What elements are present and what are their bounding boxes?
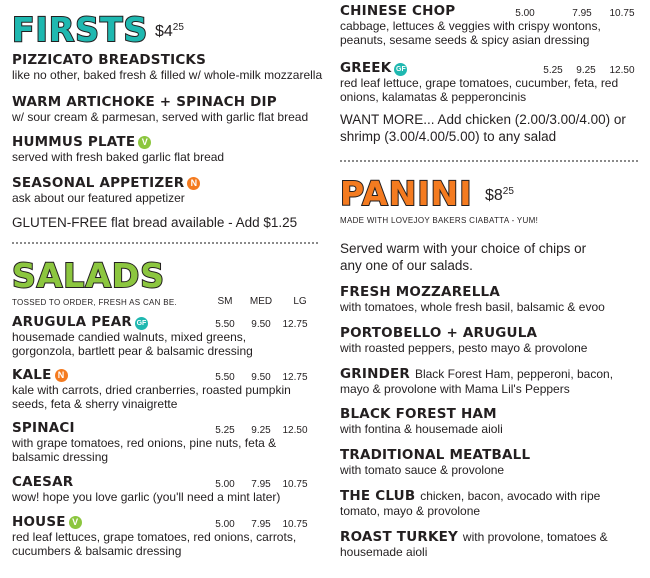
item-desc: housemade candied walnuts, mixed greens, xyxy=(12,330,247,344)
menu-item-pizzicato-breadsticks xyxy=(12,52,322,82)
price-lg: 12.75 xyxy=(282,319,308,330)
price-sm: 5.25 xyxy=(215,425,235,436)
panini-subtitle: MADE WITH LOVEJOY BAKERS CIABATTA - YUM! xyxy=(340,216,539,225)
salads-subtitle: TOSSED TO ORDER, FRESH AS CAN BE. xyxy=(12,298,178,307)
item-desc: with tomato sauce & provolone xyxy=(340,463,505,477)
price-med: 9.25 xyxy=(251,425,271,436)
price-med: 9.25 xyxy=(576,65,596,76)
price-sm: 5.00 xyxy=(515,8,535,19)
item-name: HOUSE xyxy=(12,514,66,530)
price-lg: 10.75 xyxy=(282,519,308,530)
item-desc: wow! hope you love garlic (you'll need a mint later) xyxy=(12,490,281,504)
item-desc: cucumbers & balsamic dressing xyxy=(12,544,182,558)
menu-item-fresh-mozzarella xyxy=(340,284,605,314)
menu-item-seasonal-appetizer xyxy=(12,175,200,205)
item-desc: Black Forest Ham, pepperoni, bacon, xyxy=(414,367,614,381)
salads-title: SALADS xyxy=(12,256,166,295)
divider xyxy=(340,160,638,162)
panini-intro xyxy=(340,240,586,274)
item-name: HUMMUS PLATE xyxy=(12,134,136,150)
firsts-price: $\$4^{25}$ xyxy=(155,22,184,40)
gluten-free-badge: GF xyxy=(135,317,148,330)
size-header-med: MED xyxy=(249,296,273,307)
item-desc: seeds, feta & sherry vinaigrette xyxy=(12,397,178,411)
item-name: THE CLUB xyxy=(340,488,416,504)
vegan-badge: V xyxy=(69,516,82,529)
price-med: 7.95 xyxy=(251,479,271,490)
price-med: 7.95 xyxy=(251,519,271,530)
item-desc: with tomatoes, whole fresh basil, balsamic & evoo xyxy=(340,300,605,314)
price-med: 7.95 xyxy=(572,8,592,19)
item-name: SPINACI xyxy=(12,420,75,436)
want-more-line: WANT MORE... Add chicken (2.00/3.00/4.00) or xyxy=(340,112,626,127)
item-name: PORTOBELLO + ARUGULA xyxy=(340,325,538,341)
item-desc: with provolone, tomatoes & xyxy=(462,530,608,544)
item-desc: with fontina & housemade aioli xyxy=(340,422,503,436)
size-header-lg: LG xyxy=(293,296,307,307)
item-desc: chicken, bacon, avocado with ripe xyxy=(420,489,601,503)
menu-item-roast-turkey xyxy=(340,529,608,559)
item-desc: with grape tomatoes, red onions, pine nuts, feta & xyxy=(12,436,277,450)
price-sm: 5.50 xyxy=(215,319,235,330)
gluten-free-badge: GF xyxy=(394,63,407,76)
item-desc: cabbage, lettuces & veggies with crispy wontons, xyxy=(340,19,601,33)
item-name: FRESH MOZZARELLA xyxy=(340,284,500,300)
menu-item-hummus-plate xyxy=(12,134,224,164)
price-med: 9.50 xyxy=(251,372,271,383)
item-name: TRADITIONAL MEATBALL xyxy=(340,447,531,463)
intro-line: any one of our salads. xyxy=(340,258,473,273)
price-sm: 5.25 xyxy=(543,65,563,76)
item-desc: ask about our featured appetizer xyxy=(12,191,185,205)
item-desc: w/ sour cream & parmesan, served with garlic flat bread xyxy=(12,110,309,124)
item-name: ROAST TURKEY xyxy=(340,529,459,545)
item-name: CAESAR xyxy=(12,474,74,490)
intro-line: Served warm with your choice of chips or xyxy=(340,241,587,256)
item-desc: with roasted peppers, pesto mayo & provolone xyxy=(340,341,588,355)
price-med: 9.50 xyxy=(251,319,271,330)
item-desc: kale with carrots, dried cranberries, roasted pumpkin xyxy=(12,383,291,397)
item-name: GRINDER xyxy=(340,366,411,382)
price-sm: 5.50 xyxy=(215,372,235,383)
item-name: BLACK FOREST HAM xyxy=(340,406,497,422)
menu-item-the-club xyxy=(340,488,600,518)
item-name: GREEK xyxy=(340,60,392,76)
gluten-free-note: GLUTEN-FREE flat bread available - Add $1.25 xyxy=(12,215,298,230)
nut-badge: N xyxy=(55,369,68,382)
item-name: CHINESE CHOP xyxy=(340,3,456,19)
menu-item-portobello-arugula xyxy=(340,325,587,355)
item-name: WARM ARTICHOKE + SPINACH DIP xyxy=(12,94,277,110)
item-desc: like no other, baked fresh & filled w/ whole-milk mozzarella xyxy=(12,68,323,82)
item-desc: peanuts, sesame seeds & spicy asian dressing xyxy=(340,33,590,47)
vegan-badge: V xyxy=(138,136,151,149)
firsts-title: FIRSTS xyxy=(12,10,149,49)
price-lg: 12.50 xyxy=(609,65,635,76)
price-lg: 12.50 xyxy=(282,425,308,436)
item-desc: red leaf lettuce, grape tomatoes, cucumber, feta, red xyxy=(340,76,619,90)
divider xyxy=(12,242,318,244)
price-lg: 12.75 xyxy=(282,372,308,383)
want-more-line: shrimp (3.00/4.00/5.00) to any salad xyxy=(340,129,557,144)
item-name: ARUGULA PEAR xyxy=(12,314,132,330)
menu-item-black-forest-ham xyxy=(340,406,503,436)
item-desc: mayo & provolone with Mama Lil's Peppers xyxy=(340,382,570,396)
item-desc: balsamic dressing xyxy=(12,450,109,464)
nut-badge: N xyxy=(187,177,200,190)
item-desc: tomato, mayo & provolone xyxy=(340,504,481,518)
item-name: KALE xyxy=(12,367,52,383)
panini-title: PANINI xyxy=(340,174,473,213)
item-desc: housemade aioli xyxy=(340,545,428,559)
item-name: PIZZICATO BREADSTICKS xyxy=(12,52,207,68)
price-lg: 10.75 xyxy=(609,8,635,19)
price-sm: 5.00 xyxy=(215,479,235,490)
price-sm: 5.00 xyxy=(215,519,235,530)
item-desc: served with fresh baked garlic flat bread xyxy=(12,150,225,164)
item-desc: onions, kalamatas & pepperoncinis xyxy=(340,90,527,104)
item-name: SEASONAL APPETIZER xyxy=(12,175,185,191)
menu-item-traditional-meatball xyxy=(340,447,530,477)
price-lg: 10.75 xyxy=(282,479,308,490)
panini-price: $\$8^{25}$ xyxy=(485,186,514,204)
want-more-note xyxy=(340,111,626,145)
menu-item-artichoke-dip xyxy=(12,94,308,124)
size-header-sm: SM xyxy=(217,296,233,307)
menu-item-grinder xyxy=(340,366,613,396)
item-desc: gorgonzola, bartlett pear & balsamic dressing xyxy=(12,344,253,358)
menu-item-chinese-chop xyxy=(340,3,601,47)
item-desc: red leaf lettuces, grape tomatoes, red onions, carrots, xyxy=(12,530,297,544)
